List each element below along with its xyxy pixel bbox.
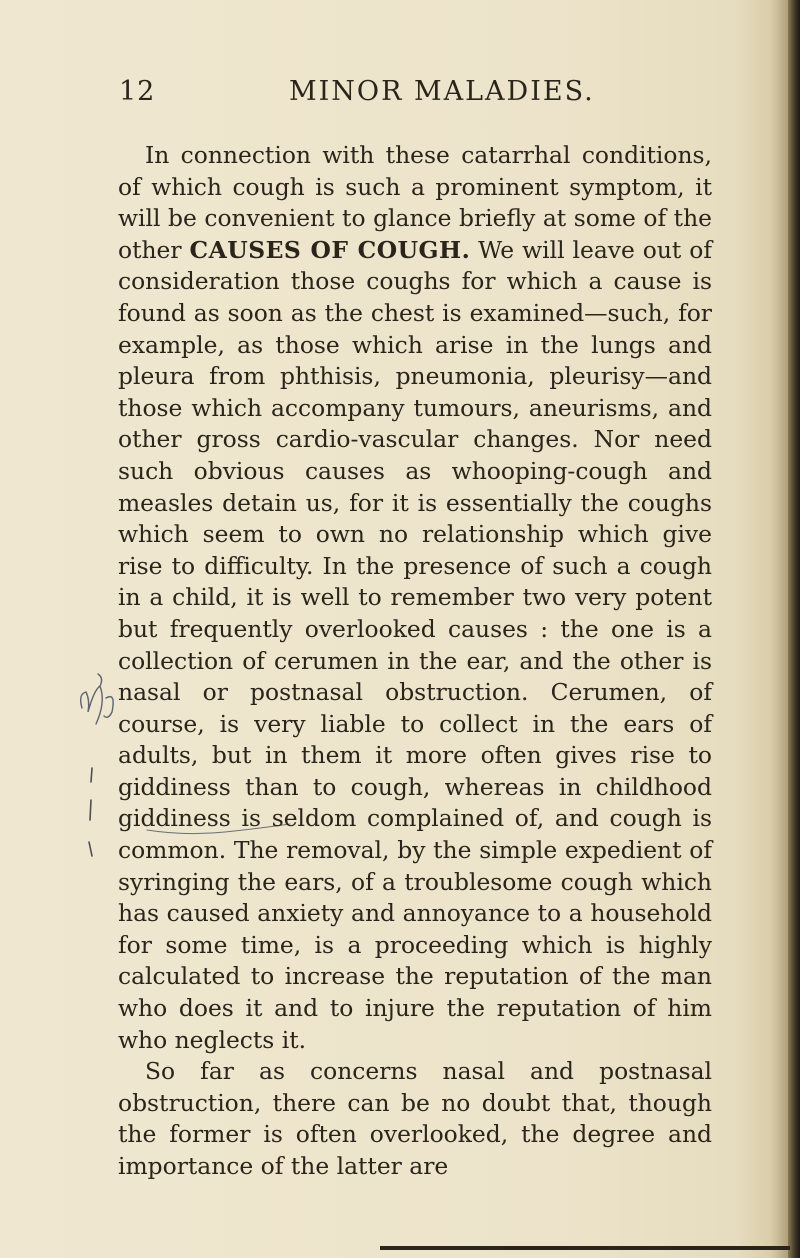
page-header <box>0 76 800 116</box>
paragraph <box>118 140 712 1056</box>
running-head: MINOR MALADIES. <box>289 76 595 107</box>
paragraph-text: We will leave out of consideration those coughs for which a cause is found as soon as the chest is examined—such, for example, as those which arise in the lungs and pleura from phthisis, pneumonia, pleurisy—and those which accompany tumours, aneurisms, and other gross cardio-vascular changes. Nor need such obvious causes as whooping-cough and measles detain us, for it is essentially the coughs which seem to own no relationship which give rise to difficulty. In the presence of such a cough in a child, it is well to remember two very potent but frequently overlooked causes : the one is a collection of cerumen in the ear, and the other is nasal or postnasal obstruction. Cerumen, of course, is very liable to collect in the ears of adults, but in them it more often gives rise to giddiness than to cough, whereas in childhood giddiness is seldom complained of, and cough is common. The removal, by the simple expedient of syringing the ears, of a troublesome cough which has caused anxiety and annoyance to a household for some time, is a proceeding which is highly calculated to increase the reputation of the man who does it and to injure the reputation of him who neglects it. <box>118 235 713 1054</box>
bottom-edge-line <box>380 1246 790 1250</box>
page-number: 12 <box>119 76 156 107</box>
margin-line-icon <box>82 760 102 880</box>
paragraph: So far as concerns nasal and postnasal obstruction, there can be no doubt that, though the former is often overlooked, the degree and importance of the latter are <box>118 1057 712 1180</box>
paragraph-text: In connection with these catarrhal conditions, of which cough is such a prominent symptom, it will be convenient to glance briefly at some of the other <box>118 141 712 264</box>
body-text <box>118 140 712 1183</box>
binding-shadow <box>770 0 788 1258</box>
section-heading: CAUSES OF COUGH. <box>189 235 471 264</box>
page-edge <box>788 0 800 1258</box>
